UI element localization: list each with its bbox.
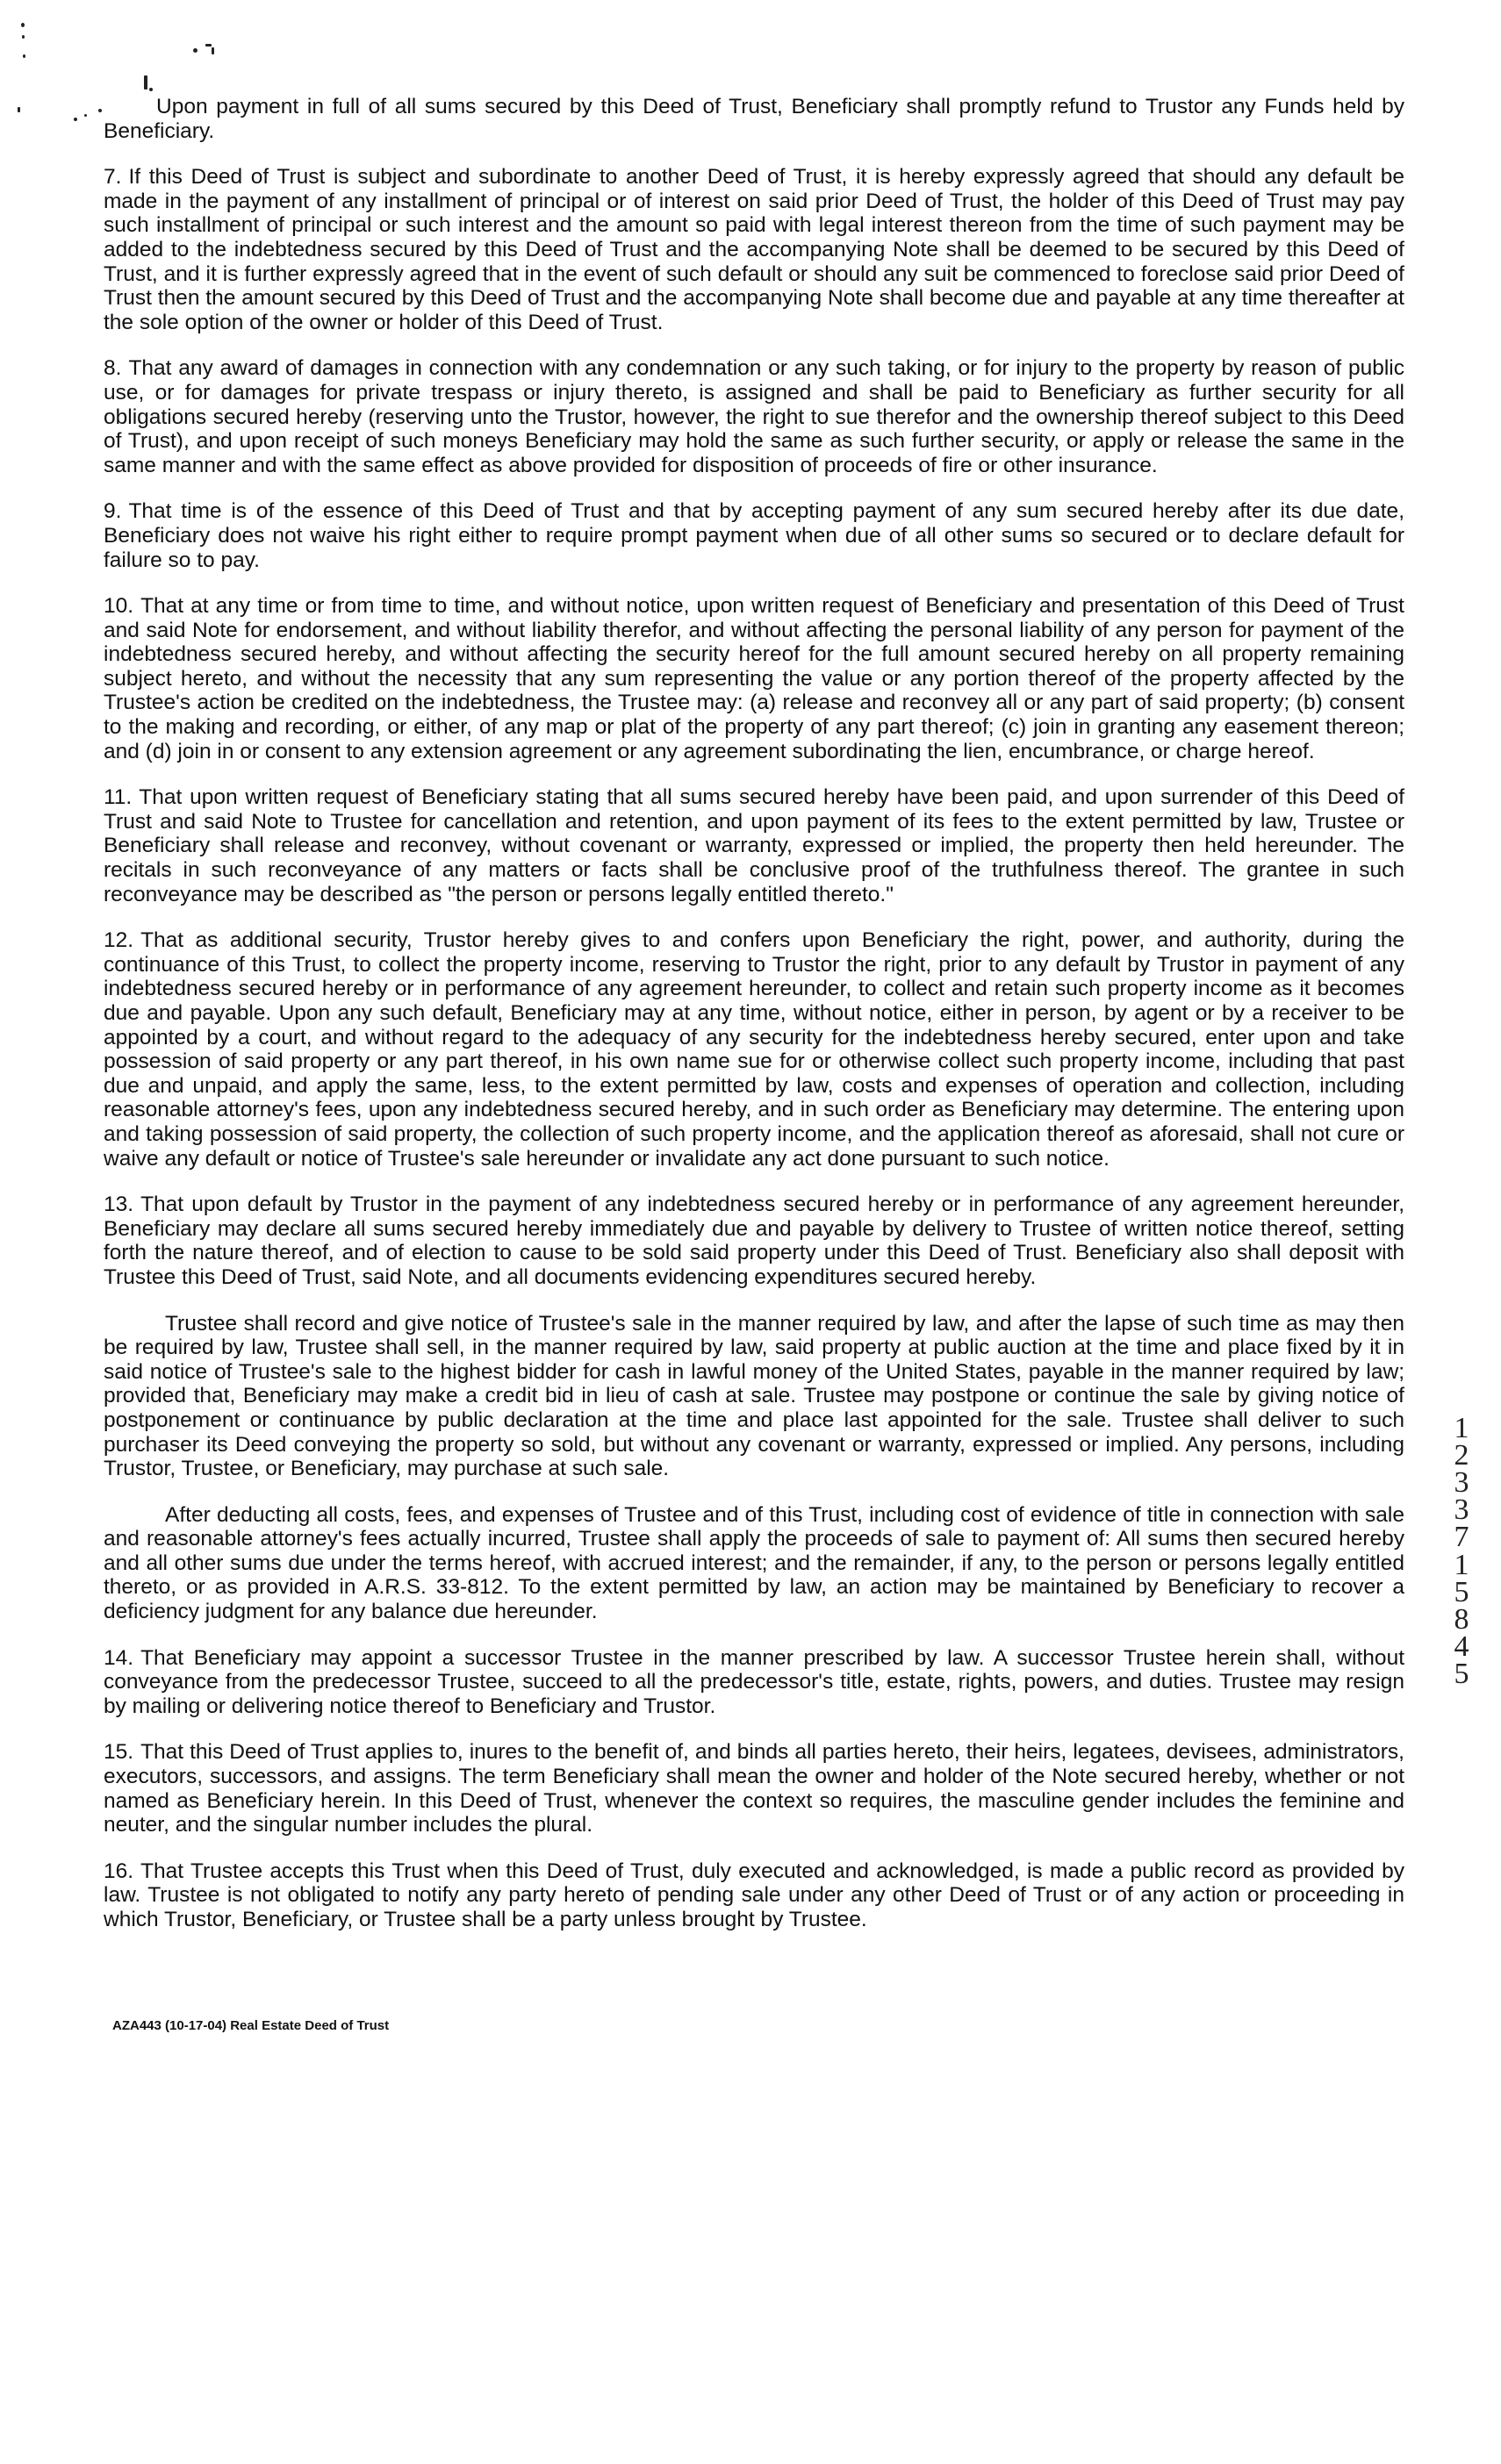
paragraph-12 [104, 928, 1404, 1171]
paragraph-text: That this Deed of Trust applies to, inures to the benefit of, and binds all parties hereto, their heirs, legatees, devisees, administrators, executors, successors, and assigns. The term Beneficiary shall mean the owner and holder of the Note secured hereby, whether or not named as Beneficiary herein. In this Deed of Trust, whenever the context so requires, the masculine gender includes the feminine and neuter, and the singular number includes the plural. [104, 1740, 1404, 1837]
stamp-digit: 3 [1454, 1493, 1469, 1526]
paragraph-refund [104, 95, 1404, 143]
scan-speck [23, 54, 25, 58]
scan-speck [149, 88, 153, 91]
stamp-digit: 4 [1454, 1630, 1469, 1663]
paragraph-text: That any award of damages in connection with any condemnation or any such taking, or for injury to the property by reason of public use, or for damages for private trespass or injury thereto, is assigned and shall be paid to Beneficiary as further security for all obligations secured hereby (reserving unto the Trustor, however, the right to sue therefor and the ownership thereof subject to this Deed of Trust), and upon receipt of such moneys Beneficiary may hold the same as such further security, or apply or release the same in the same manner and with the same effect as above provided for disposition of proceeds of fire or other insurance. [104, 356, 1404, 477]
paragraph-number: 11. [104, 785, 133, 810]
paragraph-number: 9. [104, 499, 122, 524]
paragraph-number: 7. [104, 165, 122, 190]
paragraph-11 [104, 785, 1404, 906]
paragraph-number: 13. [104, 1193, 134, 1217]
paragraph-text: That Beneficiary may appoint a successor Trustee in the manner prescribed by law. A successor Trustee herein shall, without conveyance from the predecessor Trustee, succeed to all the predecessor's title, estate, rights, powers, and duties. Trustee may resign by mailing or delivering notice thereof to Beneficiary and Trustor. [104, 1645, 1404, 1718]
document-body [104, 95, 1404, 1954]
stamp-digit: 1 [1454, 1412, 1469, 1444]
paragraph-number: 14. [104, 1645, 134, 1670]
paragraph-number: 15. [104, 1740, 134, 1765]
paragraph-number: 16. [104, 1859, 134, 1883]
stamp-digit: 3 [1454, 1466, 1469, 1499]
paragraph-14 [104, 1646, 1404, 1719]
stamp-digit: 2 [1454, 1439, 1469, 1472]
stamp-digit: 1 [1454, 1549, 1469, 1581]
paragraph-13-proceeds [104, 1503, 1404, 1624]
stamp-digit: 5 [1454, 1576, 1469, 1608]
paragraph-number: 12. [104, 928, 134, 953]
paragraph-text: That as additional security, Trustor hereby gives to and confers upon Beneficiary the right, power, and authority, during the continuance of this Trust, to collect the property income, reserving to Trustor the right, prior to any default by Trustor in payment of any indebtedness secured hereby or in performance of any agreement hereunder, to collect and retain such property income as it becomes due and payable. Upon any such default, Beneficiary may at any time, without notice, either in person, by agent or by a receiver to be appointed by a court, and without regard to the adequacy of any security for the indebtedness hereby secured, enter upon and take possession of said property or any part thereof, in his own name sue for or otherwise collect such property income, including that past due and unpaid, and apply the same, less, to the extent permitted by law, costs and expenses of operation and collection, including reasonable attorney's fees, upon any indebtedness secured hereby, and in such order as Beneficiary may determine. The entering upon and taking possession of said property, the collection of such property income, and the application thereof as aforesaid, shall not cure or waive any default or notice of Trustee's sale hereunder or invalidate any act done pursuant to such notice. [104, 928, 1404, 1171]
paragraph-text: After deducting all costs, fees, and expenses of Trustee and of this Trust, including cost of evidence of title in connection with sale and reasonable attorney's fees actually incurred, Trustee shall apply the proceeds of sale to payment of: All sums then secured hereby and all other sums due under the terms hereof, with accrued interest; and the remainder, if any, to the person or persons legally entitled thereto, or as provided in A.R.S. 33-812. To the extent permitted by law, an action may be maintained by Beneficiary to recover a deficiency judgment for any balance due hereunder. [104, 1502, 1404, 1624]
paragraph-number: 8. [104, 356, 122, 381]
paragraph-text: That time is of the essence of this Deed of Trust and that by accepting payment of any sum secured hereby after its due date, Beneficiary does not waive his right either to require prompt payment when due of all other sums so secured or to declare default for failure so to pay. [104, 499, 1404, 572]
paragraph-text: Trustee shall record and give notice of Trustee's sale in the manner required by law, and after the lapse of such time as may then be required by law, Trustee shall sell, in the manner required by law, said property at public auction at the time and place fixed by it in said notice of Trustee's sale to the highest bidder for cash in lawful money of the United States, payable in the manner required by law; provided that, Beneficiary may make a credit bid in lieu of cash at sale. Trustee may postpone or continue the sale by giving notice of postponement or continuance by public declaration at the time and place last appointed for the sale. Trustee shall deliver to such purchaser its Deed conveying the property so sold, but without any covenant or warranty, expressed or implied. Any persons, including Trustor, Trustee, or Beneficiary, may purchase at such sale. [104, 1311, 1404, 1481]
paragraph-16 [104, 1859, 1404, 1932]
scan-speck [144, 75, 147, 90]
form-footer-label: AZA443 (10-17-04) Real Estate Deed of Trust [112, 2018, 390, 2033]
scan-speck [98, 109, 102, 112]
paragraph-text: If this Deed of Trust is subject and subordinate to another Deed of Trust, it is hereby expressly agreed that should any default be made in the payment of any installment of principal or of interest on said prior Deed of Trust, the holder of this Deed of Trust may pay such installment of principal or such interest and the amount so paid with legal interest thereon from the time of such payment may be added to the indebtedness secured by this Deed of Trust and the accompanying Note shall be deemed to be secured by this Deed of Trust, and it is further expressly agreed that in the event of such default or should any suit be commenced to foreclose said prior Deed of Trust then the amount secured by this Deed of Trust and the accompanying Note shall become due and payable at any time thereafter at the sole option of the owner or holder of this Deed of Trust. [104, 165, 1404, 334]
stamp-digit: 7 [1454, 1521, 1469, 1553]
scan-speck [18, 107, 20, 112]
paragraph-text: That upon written request of Beneficiary stating that all sums secured hereby have been paid, and upon surrender of this Deed of Trust and said Note to Trustee for cancellation and retention, and upon payment of its fees to the extent permitted by law, Trustee or Beneficiary shall release and reconvey, without covenant or warranty, expressed or implied, the property then held hereunder. The recitals in such reconveyance of any matters or facts shall be conclusive proof of the truthfulness thereof. The grantee in such reconveyance may be described as "the person or persons legally entitled thereto." [104, 785, 1404, 906]
scan-speck [74, 118, 77, 121]
paragraph-number: 10. [104, 594, 134, 619]
recording-number-upper [1448, 1412, 1475, 1553]
paragraph-7 [104, 165, 1404, 334]
paragraph-text: Upon payment in full of all sums secured by this Deed of Trust, Beneficiary shall promptly refund to Trustor any Funds held by Beneficiary. [104, 95, 1404, 143]
paragraph-15 [104, 1740, 1404, 1837]
paragraph-9 [104, 499, 1404, 572]
stamp-digit: 8 [1454, 1603, 1469, 1636]
paragraph-text: That upon default by Trustor in the payment of any indebtedness secured hereby or in performance of any agreement hereunder, Beneficiary may declare all sums secured hereby immediately due and payable by delivery to Trustee of written notice thereof, setting forth the nature thereof, and of election to cause to be sold said property under this Deed of Trust. Beneficiary also shall deposit with Trustee this Deed of Trust, said Note, and all documents evidencing expenditures secured hereby. [104, 1193, 1404, 1289]
paragraph-text: That at any time or from time to time, and without notice, upon written request of Beneficiary and presentation of this Deed of Trust and said Note for endorsement, and without liability therefor, and without affecting the personal liability of any person for payment of the indebtedness secured hereby, and without affecting the security hereof for the full amount secured hereby on all property remaining subject hereto, and without the necessity that any sum representing the value or any portion thereof of the property affected by the Trustee's action be credited on the indebtedness, the Trustee may: (a) release and reconvey all or any part of said property; (b) consent to the making and recording, or either, of any map or plat of the property of any part thereof; (c) join in granting any easement thereon; and (d) join in or consent to any extension agreement or any agreement subordinating the lien, encumbrance, or charge hereof. [104, 594, 1404, 763]
scan-speck [22, 35, 25, 39]
scan-speck [21, 23, 25, 27]
recording-number-lower [1448, 1549, 1475, 1690]
paragraph-text: That Trustee accepts this Trust when this Deed of Trust, duly executed and acknowledged, is made a public record as provided by law. Trustee is not obligated to notify any party hereto of pending sale under any other Deed of Trust or of any action or proceeding in which Trustor, Beneficiary, or Trustee shall be a party unless brought by Trustee. [104, 1859, 1404, 1931]
scan-speck [193, 48, 198, 53]
paragraph-10 [104, 594, 1404, 763]
paragraph-8 [104, 356, 1404, 477]
paragraph-13 [104, 1193, 1404, 1289]
scan-speck [205, 44, 212, 47]
scan-speck [84, 114, 87, 117]
stamp-digit: 5 [1454, 1658, 1469, 1690]
paragraph-13-sale [104, 1312, 1404, 1481]
scan-speck [212, 47, 214, 54]
